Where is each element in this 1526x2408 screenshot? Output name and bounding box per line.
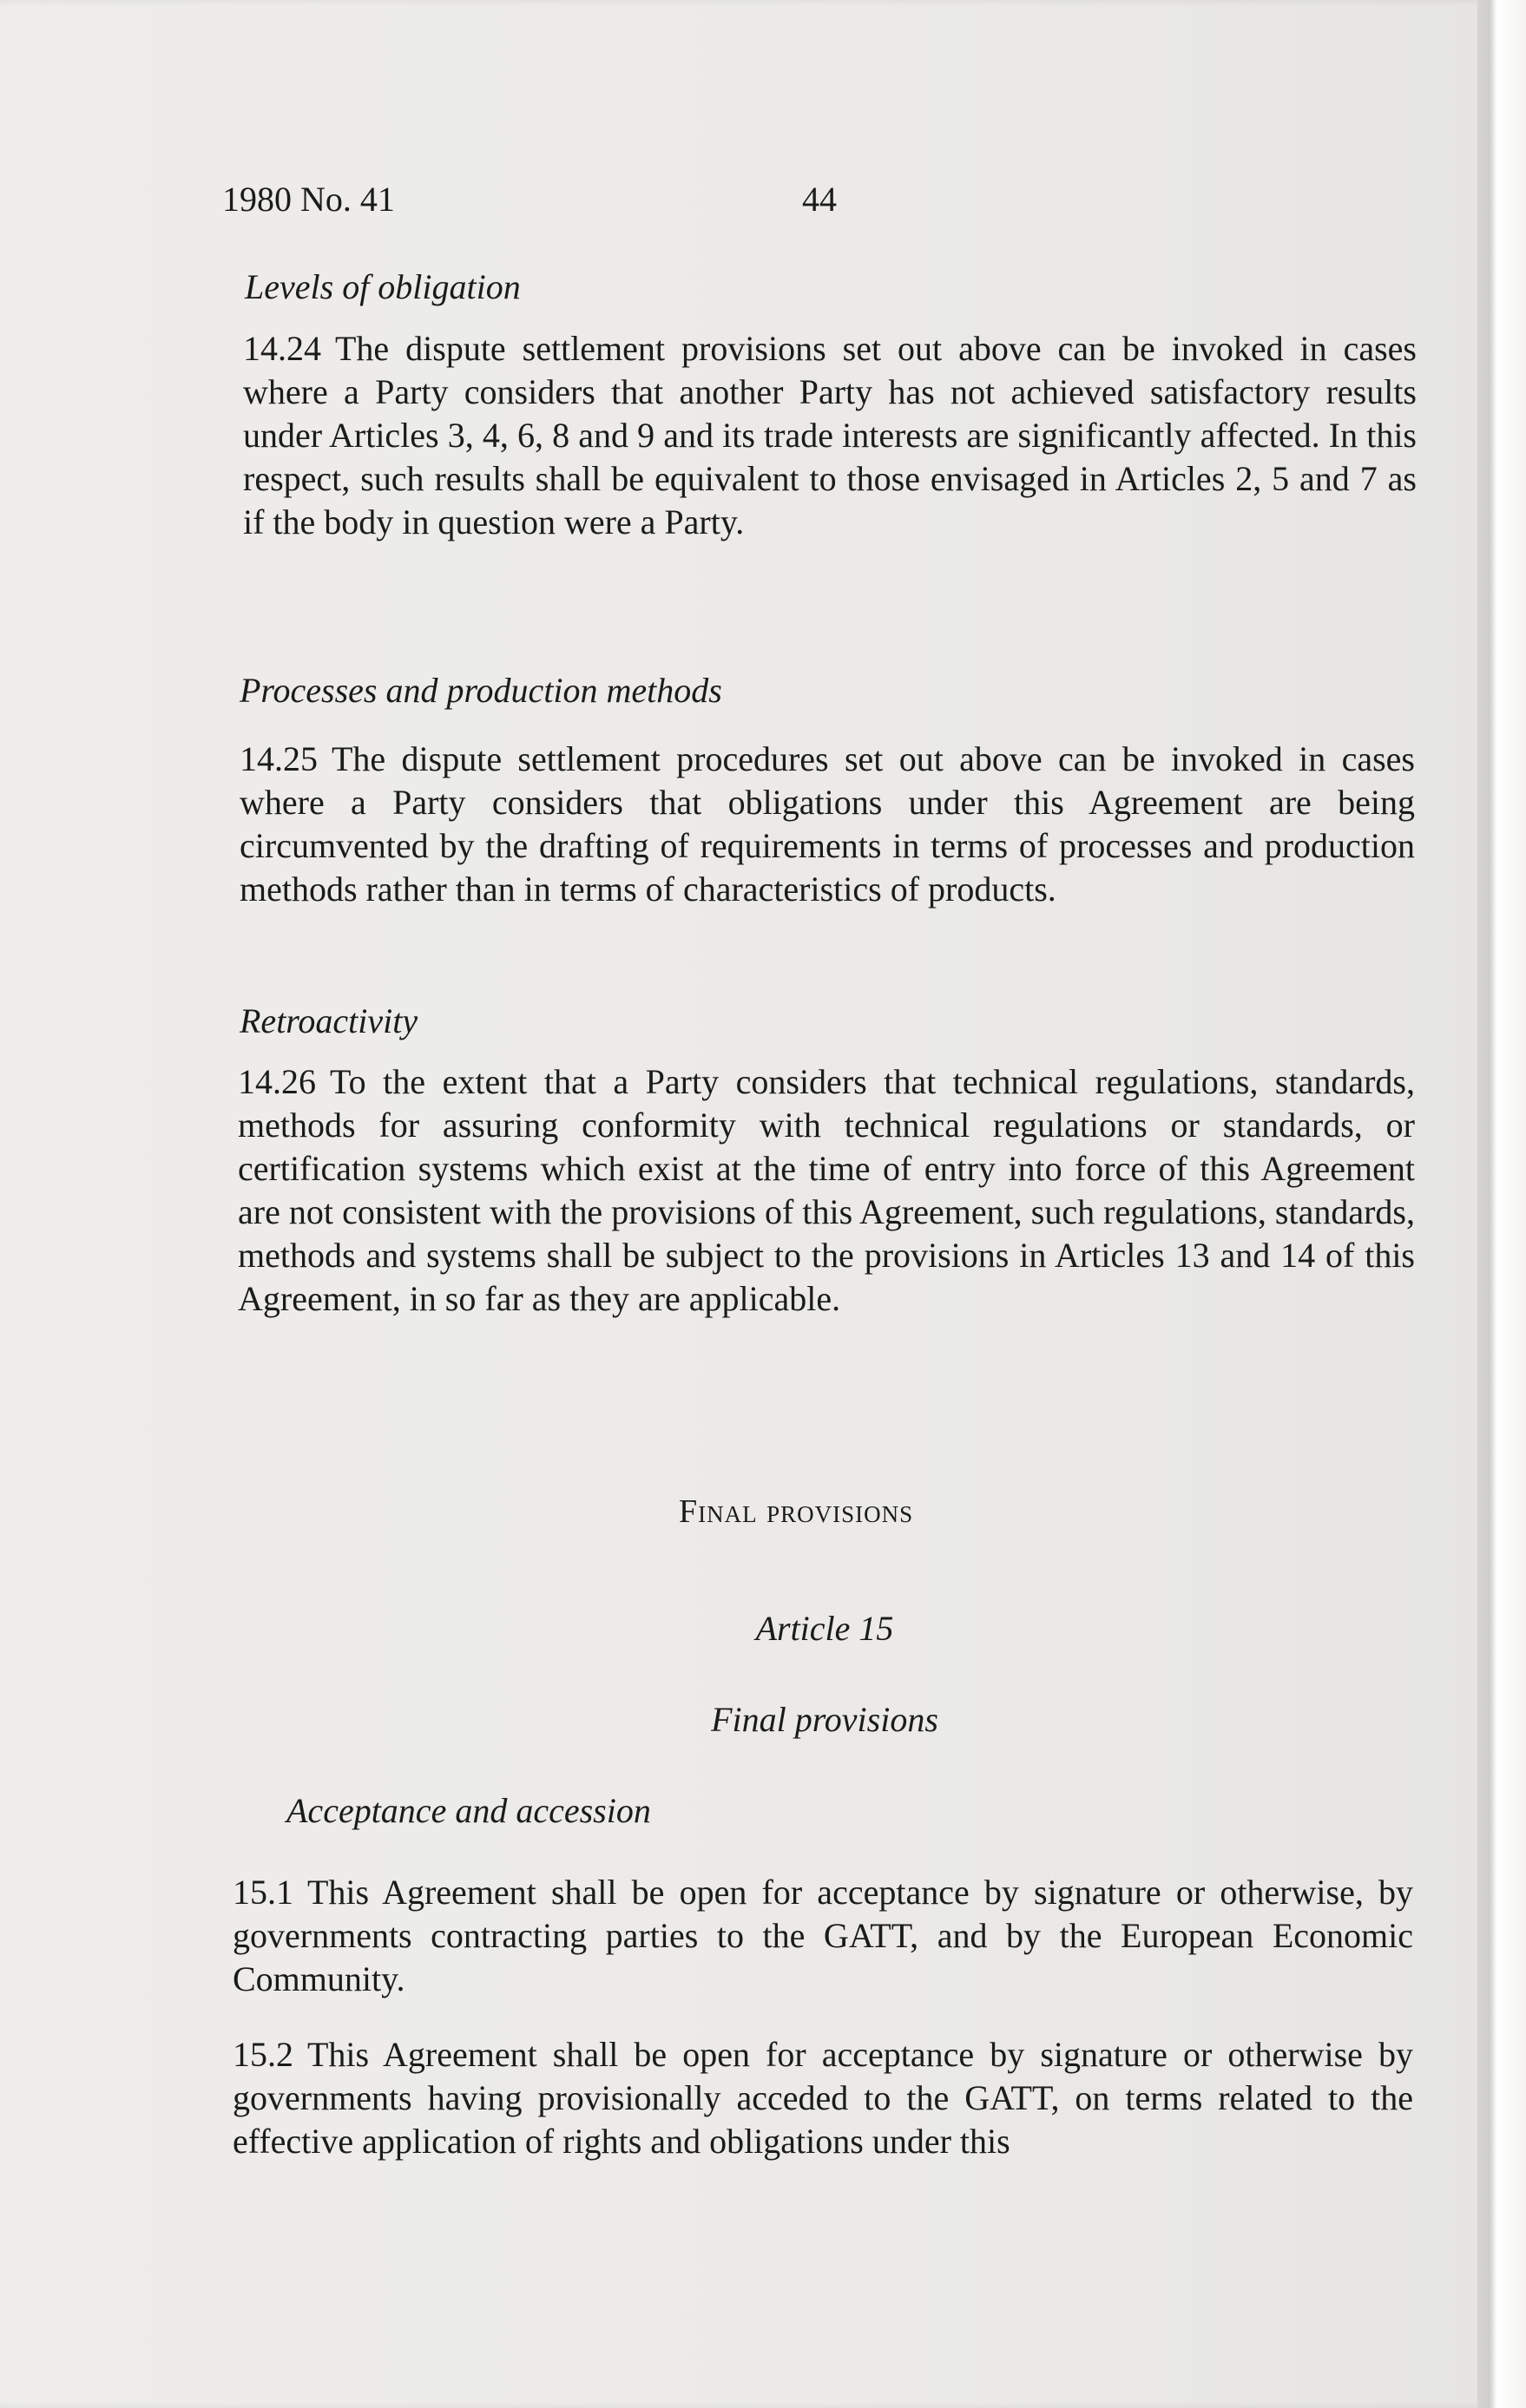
section-heading-retroactivity: Retroactivity — [240, 1001, 418, 1040]
subheading-acceptance: Acceptance and accession — [286, 1791, 651, 1830]
paragraph-number: 14.24 — [243, 329, 321, 368]
page-edge — [1477, 0, 1526, 2408]
paragraph-text: The dispute settlement provisions set out above can be invoked in cases where a Party considers that another Party has not achieved satisfactory results under Articles 3, 4, 6, 8 and 9 and its trade interests are significantly affected. In this respect, such results shall be equivalent to those envisaged in Articles 2, 5 and 7 as if the body in question were a Party. — [243, 329, 1417, 541]
page-header — [222, 179, 1415, 222]
paragraph-number: 15.1 — [233, 1873, 293, 1912]
section-heading-processes: Processes and production methods — [240, 671, 722, 710]
paragraph-number: 15.2 — [233, 2035, 293, 2074]
article-number: Article 15 — [755, 1609, 894, 1648]
paragraph-number: 14.26 — [238, 1062, 316, 1101]
section-heading-levels: Levels of obligation — [245, 267, 521, 306]
article-title: Final provisions — [711, 1700, 938, 1739]
paragraph-14-24 — [243, 327, 1417, 544]
paragraph-15-2 — [233, 2033, 1413, 2163]
part-title-final-provisions: Final provisions — [679, 1493, 914, 1530]
paragraph-15-1 — [233, 1871, 1413, 2001]
paragraph-number: 14.25 — [240, 739, 318, 778]
paragraph-text: This Agreement shall be open for acceptance by signature or otherwise by governments having provisionally acceded to the GATT, on terms related to the effective application of rights and obligations under this — [233, 2035, 1413, 2161]
paragraph-text: The dispute settlement procedures set out above can be invoked in cases where a Party considers that obligations under this Agreement are being circumvented by the drafting of requirements in terms of processes and production methods rather than in terms of characteristics of products. — [240, 739, 1415, 909]
paragraph-14-26 — [238, 1060, 1415, 1321]
paragraph-14-25 — [240, 738, 1415, 911]
paragraph-text: To the extent that a Party considers that technical regulations, standards, methods for assuring conformity with technical regulations or standards, or certification systems which exist at the time of entry into force of this Agreement are not consistent with the provisions of this Agreement, such regulations, standards, methods and systems shall be subject to the provisions in Articles 13 and 14 of this Agreement, in so far as they are applicable. — [238, 1062, 1415, 1318]
page-number: 44 — [802, 180, 837, 219]
document-reference: 1980 No. 41 — [222, 180, 395, 219]
paragraph-text: This Agreement shall be open for acceptance by signature or otherwise, by governments contracting parties to the GATT, and by the European Economic Community. — [233, 1873, 1413, 1998]
